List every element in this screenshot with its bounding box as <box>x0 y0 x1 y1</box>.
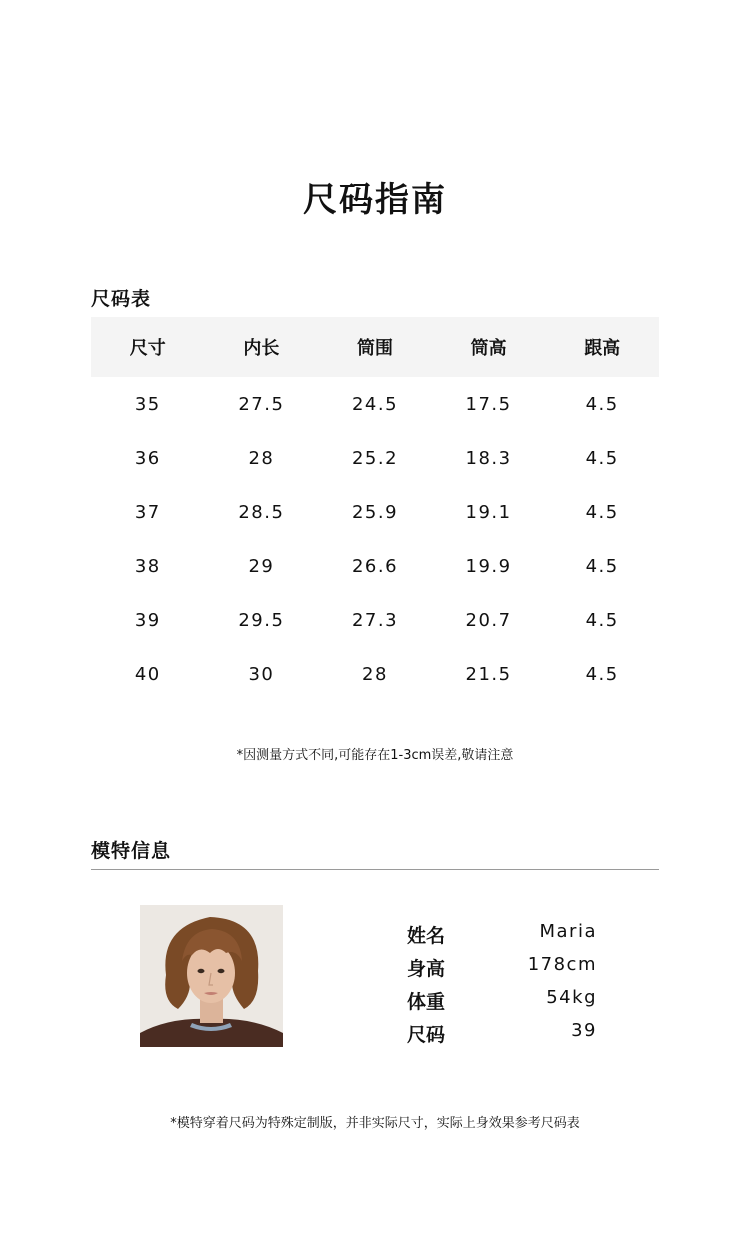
measurement-note: *因测量方式不同,可能存在1-3cm误差,敬请注意 <box>236 748 514 763</box>
model-name-label: 姓名 <box>407 925 446 947</box>
size-chart-table <box>91 317 659 701</box>
section-divider <box>91 869 659 870</box>
table-cell: 18.3 <box>465 447 512 469</box>
table-cell: 30 <box>248 663 275 685</box>
model-size-note: *模特穿着尺码为特殊定制版，并非实际尺寸，实际上身效果参考尺码表 <box>170 1116 580 1131</box>
column-header-size: 尺寸 <box>91 317 205 377</box>
model-height-value: 178cm <box>527 954 597 975</box>
table-cell: 38 <box>134 555 161 577</box>
table-cell: 21.5 <box>465 663 512 685</box>
model-photo <box>140 905 283 1047</box>
table-cell: 4.5 <box>585 447 619 469</box>
table-row <box>91 593 659 647</box>
page-title: 尺码指南 <box>303 180 447 220</box>
size-chart-heading: 尺码表 <box>91 288 152 310</box>
table-cell: 4.5 <box>585 501 619 523</box>
table-cell: 4.5 <box>585 663 619 685</box>
table-cell: 25.2 <box>351 447 399 469</box>
table-cell: 4.5 <box>585 555 619 577</box>
table-cell: 19.1 <box>465 501 512 523</box>
table-cell: 24.5 <box>351 393 399 415</box>
table-cell: 29 <box>248 555 275 577</box>
table-row <box>91 647 659 701</box>
table-cell: 4.5 <box>585 393 619 415</box>
table-cell: 28 <box>248 447 275 469</box>
table-row <box>91 539 659 593</box>
table-cell: 36 <box>134 447 161 469</box>
column-header-shaft-height: 筒高 <box>432 317 546 377</box>
table-cell: 35 <box>134 393 161 415</box>
table-row <box>91 377 659 431</box>
table-cell: 28.5 <box>238 501 285 523</box>
table-header-row <box>91 317 659 377</box>
table-cell: 25.9 <box>351 501 399 523</box>
column-header-heel-height: 跟高 <box>545 317 659 377</box>
table-cell: 40 <box>134 663 161 685</box>
table-cell: 4.5 <box>585 609 619 631</box>
column-header-shaft-circumference: 筒围 <box>318 317 432 377</box>
table-cell: 17.5 <box>465 393 512 415</box>
column-header-inner-length: 内长 <box>205 317 319 377</box>
table-row <box>91 431 659 485</box>
table-cell: 27.3 <box>351 609 399 631</box>
model-info-heading: 模特信息 <box>91 840 172 862</box>
model-size-label: 尺码 <box>407 1024 446 1046</box>
table-cell: 29.5 <box>238 609 285 631</box>
table-row <box>91 485 659 539</box>
model-weight-label: 体重 <box>407 991 446 1013</box>
table-cell: 39 <box>134 609 161 631</box>
model-size-value: 39 <box>571 1020 597 1041</box>
table-cell: 27.5 <box>238 393 285 415</box>
table-cell: 19.9 <box>465 555 512 577</box>
model-weight-value: 54kg <box>546 987 597 1008</box>
table-cell: 26.6 <box>351 555 399 577</box>
model-name-value: Maria <box>539 921 597 942</box>
table-cell: 37 <box>134 501 161 523</box>
table-cell: 28 <box>362 663 388 685</box>
table-cell: 20.7 <box>465 609 512 631</box>
model-height-label: 身高 <box>407 958 446 980</box>
